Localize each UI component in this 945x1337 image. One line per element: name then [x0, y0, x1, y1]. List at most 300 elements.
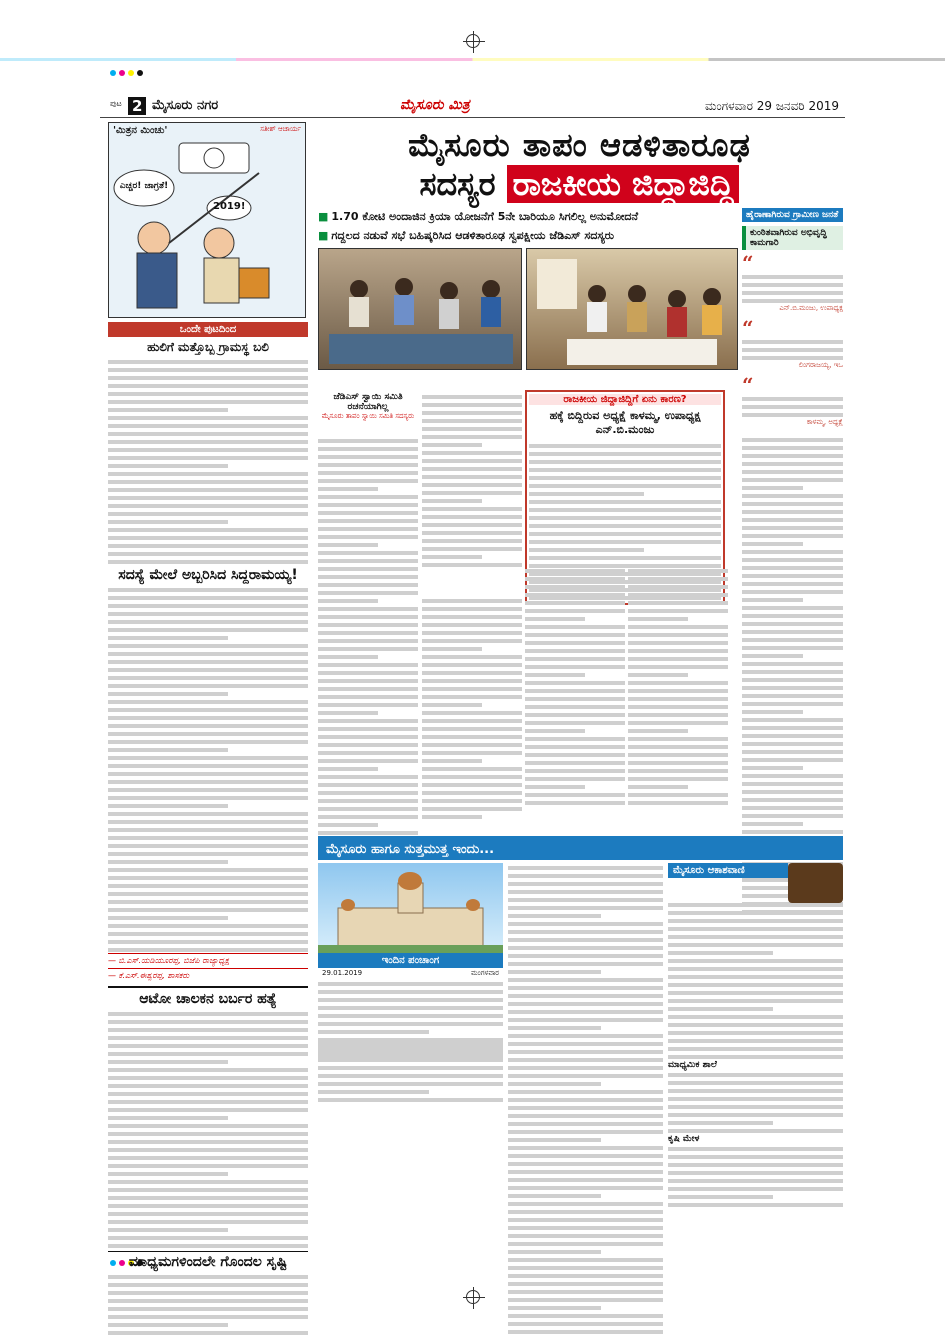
headline-line-2	[318, 164, 841, 204]
text-line	[508, 1119, 663, 1126]
text-line	[508, 1055, 663, 1062]
text-line	[742, 410, 843, 417]
side-quote-1	[742, 272, 843, 313]
side-quote-3	[742, 394, 843, 427]
text-line	[525, 566, 625, 573]
text-line	[422, 644, 482, 651]
text-line	[108, 1209, 308, 1216]
text-line	[508, 1295, 663, 1302]
text-line	[108, 1137, 308, 1144]
text-line	[508, 1183, 663, 1190]
text-line	[108, 1033, 308, 1040]
text-line	[525, 742, 625, 749]
text-line	[742, 779, 843, 786]
text-line	[108, 865, 308, 872]
text-line	[742, 579, 843, 586]
text-line	[318, 1079, 503, 1086]
text-line	[508, 1255, 663, 1262]
text-line	[508, 927, 663, 934]
text-line	[422, 740, 522, 747]
text-line	[108, 1225, 228, 1232]
meeting-photo-right	[526, 248, 738, 370]
registration-mark-top-left	[466, 34, 480, 48]
text-line	[668, 916, 843, 923]
text-line	[508, 1111, 663, 1118]
text-line	[108, 777, 308, 784]
text-line	[668, 1126, 843, 1133]
text-line	[508, 1039, 663, 1046]
text-line	[422, 700, 482, 707]
text-line	[318, 812, 418, 819]
text-line	[108, 365, 308, 372]
text-line	[422, 796, 522, 803]
text-line	[422, 660, 522, 667]
text-line	[108, 689, 228, 696]
text-line	[508, 1031, 663, 1038]
quote-yeddyurappa-who: ಬಿ.ಎಸ್.ಯಡಿಯೂರಪ್ಪ, ಬಿಜೆಪಿ ರಾಜ್ಯಾಧ್ಯಕ್ಷ	[118, 956, 230, 965]
text-line	[318, 652, 378, 659]
page-header	[100, 96, 845, 118]
text-line	[628, 598, 728, 605]
text-line	[628, 638, 728, 645]
text-line	[628, 630, 728, 637]
text-line	[742, 523, 843, 530]
text-line	[108, 461, 228, 468]
text-line	[628, 670, 688, 677]
text-line	[508, 1127, 663, 1134]
text-line	[525, 662, 625, 669]
text-line	[525, 686, 625, 693]
text-line	[108, 761, 308, 768]
text-line	[108, 601, 308, 608]
text-line	[108, 1105, 308, 1112]
text-line	[422, 628, 522, 635]
text-line	[422, 472, 522, 479]
text-line	[318, 660, 418, 667]
left-column	[108, 322, 308, 1337]
text-line	[508, 1223, 663, 1230]
text-line	[529, 521, 721, 528]
newspaper-page	[100, 96, 845, 1270]
text-line	[422, 764, 522, 771]
text-line	[108, 1121, 308, 1128]
text-line	[508, 1007, 663, 1014]
text-line	[318, 436, 418, 443]
text-line	[508, 1239, 663, 1246]
text-line	[529, 441, 721, 448]
text-line	[508, 991, 663, 998]
text-line	[508, 1279, 663, 1286]
text-line	[422, 560, 522, 567]
text-line	[668, 940, 843, 947]
text-line	[422, 812, 482, 819]
story-media-body	[108, 1272, 308, 1337]
text-line	[108, 721, 308, 728]
text-line	[422, 692, 522, 699]
text-line	[668, 932, 843, 939]
text-line	[318, 1087, 429, 1094]
text-line	[422, 456, 522, 463]
text-line	[668, 988, 843, 995]
text-line	[108, 413, 308, 420]
text-line	[318, 987, 503, 994]
text-line	[529, 513, 721, 520]
text-line	[108, 817, 308, 824]
text-line	[742, 507, 843, 514]
radio-icon	[788, 863, 843, 903]
text-line	[318, 692, 418, 699]
text-line	[108, 1073, 308, 1080]
text-line	[508, 967, 601, 974]
text-line	[742, 811, 843, 818]
text-line	[742, 667, 843, 674]
text-line	[108, 1057, 228, 1064]
text-line	[668, 1110, 843, 1117]
text-line	[508, 999, 663, 1006]
text-line	[108, 585, 308, 592]
text-line	[318, 596, 378, 603]
palace-drawing	[318, 863, 503, 953]
text-line	[318, 716, 418, 723]
text-line	[318, 1055, 503, 1062]
text-line	[742, 539, 803, 546]
boxed-story-title: ರಾಜಕೀಯ ಜಿದ್ದಾಜಿದ್ದಿಗೆ ಏನು ಕಾರಣ?	[529, 394, 721, 405]
side-quote-2	[742, 337, 843, 370]
text-line	[422, 448, 522, 455]
main-headline	[318, 126, 841, 206]
text-line	[742, 683, 843, 690]
text-line	[508, 1311, 663, 1318]
text-line	[108, 633, 228, 640]
text-line	[742, 435, 843, 442]
text-line	[108, 745, 228, 752]
side-box-development: ಕುಂಠಿತವಾಗಿರುವ ಅಭಿವೃದ್ಧಿ ಕಾಮಗಾರಿ	[742, 226, 843, 250]
text-line	[108, 549, 308, 556]
text-line	[742, 595, 803, 602]
text-line	[628, 742, 728, 749]
text-line	[108, 1280, 308, 1287]
text-line	[318, 508, 418, 515]
events-col-1	[318, 1039, 503, 1103]
text-line	[318, 1095, 503, 1102]
text-line	[628, 750, 728, 757]
text-line	[742, 675, 843, 682]
text-line	[628, 646, 728, 653]
text-line	[108, 673, 308, 680]
text-line	[108, 729, 308, 736]
text-line	[108, 357, 308, 364]
sub-heading-krishi: ಕೃಷಿ ಮೇಳ	[668, 1134, 700, 1144]
text-line	[108, 437, 308, 444]
text-line	[108, 1129, 308, 1136]
text-line	[742, 555, 843, 562]
text-line	[668, 908, 843, 915]
text-line	[108, 1185, 308, 1192]
text-line	[508, 1271, 663, 1278]
text-line	[529, 505, 721, 512]
headline-line-1: ಮೈಸೂರು ತಾಪಂ ಆಡಳಿತಾರೂಢ	[408, 126, 751, 164]
text-line	[668, 956, 843, 963]
text-line	[108, 469, 308, 476]
text-line	[108, 897, 308, 904]
story-siddaramaiah-heading: ಸದಸ್ಯೆ ಮೇಲೆ ಅಬ್ಬರಿಸಿದ ಸಿದ್ದರಾಮಯ್ಯ!	[118, 567, 298, 583]
text-line	[422, 748, 522, 755]
text-line	[422, 732, 522, 739]
text-line	[525, 654, 625, 661]
subheadline-1: ■ 1.70 ಕೋಟಿ ಅಂದಾಜಿನ ಕ್ರಿಯಾ ಯೋಜನೆಗೆ 5ನೇ ಬಾರಿಯೂ ಸಿಗಲಿಲ್ಲ ಅನುಮೋದನೆ	[318, 210, 639, 223]
text-line	[525, 734, 625, 741]
text-line	[742, 475, 843, 482]
text-line	[422, 788, 522, 795]
city-events-box	[318, 836, 843, 1144]
text-line	[529, 553, 721, 560]
text-line	[318, 676, 418, 683]
text-line	[108, 533, 308, 540]
quote-mark-icon: “	[742, 316, 754, 340]
text-line	[318, 764, 378, 771]
text-line	[508, 951, 663, 958]
text-line	[742, 659, 843, 666]
text-line	[508, 1087, 663, 1094]
text-line	[108, 1097, 308, 1104]
text-line	[742, 587, 843, 594]
text-line	[508, 1047, 663, 1054]
text-line	[525, 702, 625, 709]
text-line	[628, 774, 728, 781]
text-line	[318, 556, 418, 563]
text-line	[318, 532, 418, 539]
text-line	[318, 460, 418, 467]
text-line	[108, 1145, 308, 1152]
text-line	[508, 879, 663, 886]
text-line	[508, 1327, 663, 1334]
text-line	[422, 552, 482, 559]
quote-eshwarappa-who: ಕೆ.ಎಸ್.ಈಶ್ವರಪ್ಪ, ಶಾಸಕರು	[118, 971, 190, 980]
cmyk-dots-top	[110, 70, 143, 76]
text-line	[108, 753, 308, 760]
text-line	[108, 1009, 308, 1016]
main-story-col-3	[525, 566, 625, 806]
kicker-label: ಒಂದೇ ಪುಟದಿಂದ	[108, 322, 308, 337]
text-line	[742, 353, 843, 360]
text-line	[525, 670, 585, 677]
text-line	[422, 464, 522, 471]
text-line	[108, 1193, 308, 1200]
text-line	[742, 651, 803, 658]
text-line	[742, 515, 843, 522]
text-line	[318, 1027, 429, 1034]
text-line	[108, 769, 308, 776]
text-line	[318, 564, 418, 571]
text-line	[108, 841, 308, 848]
text-line	[108, 453, 308, 460]
text-line	[108, 1161, 308, 1168]
text-line	[668, 1036, 843, 1043]
text-line	[318, 748, 418, 755]
text-line	[529, 497, 721, 504]
main-story-col-4	[628, 566, 728, 806]
text-line	[318, 580, 418, 587]
side-panel	[742, 208, 843, 915]
text-line	[742, 451, 843, 458]
text-line	[108, 657, 308, 664]
text-line	[422, 496, 482, 503]
text-line	[508, 903, 663, 910]
text-line	[742, 755, 843, 762]
text-line	[525, 782, 585, 789]
text-line	[668, 924, 843, 931]
text-line	[422, 504, 522, 511]
story-auto-driver-body	[108, 1009, 308, 1248]
text-line	[508, 959, 663, 966]
meeting-photo-left	[318, 248, 522, 370]
text-line	[529, 529, 721, 536]
text-line	[108, 1177, 308, 1184]
text-line	[108, 825, 308, 832]
text-line	[668, 1144, 843, 1151]
text-line	[108, 793, 308, 800]
panchanga-date: 29.01.2019	[322, 969, 363, 977]
mini-story	[318, 392, 418, 421]
text-line	[742, 611, 843, 618]
text-line	[318, 620, 418, 627]
text-line	[508, 1247, 601, 1254]
text-line	[529, 489, 644, 496]
sub-heading-school: ಮಾಧ್ಯಮಿಕ ಶಾಲೆ	[668, 1060, 717, 1070]
text-line	[318, 796, 418, 803]
text-line	[742, 739, 843, 746]
panchanga-date-row	[318, 968, 503, 979]
text-line	[508, 1263, 663, 1270]
text-line	[628, 590, 728, 597]
text-line	[108, 1272, 308, 1279]
text-line	[108, 625, 308, 632]
text-line	[108, 801, 228, 808]
text-line	[668, 1012, 843, 1019]
subheadline-2-text: ಗದ್ದಲದ ನಡುವೆ ಸಭೆ ಬಹಿಷ್ಕರಿಸಿದ ಆಡಳಿತಾರೂಢ ಸ್ವಪಕ್ಷೀಯ ಜೆಡಿಎಸ್ ಸದಸ್ಯರು	[331, 229, 615, 242]
text-line	[668, 1028, 843, 1035]
text-line	[318, 804, 418, 811]
headline-line-2-red: ರಾಜಕೀಯ ಜಿದ್ದಾಜಿದ್ದಿ	[507, 165, 740, 203]
main-story-col-2	[422, 392, 522, 568]
text-line	[508, 895, 663, 902]
text-line	[422, 724, 522, 731]
text-line	[422, 424, 522, 431]
cartoon-drawing	[109, 123, 306, 318]
text-line	[742, 499, 843, 506]
radio-schedule	[668, 900, 843, 1059]
text-line	[508, 1015, 663, 1022]
panchanga-heading: ಇಂದಿನ ಪಂಚಾಂಗ	[318, 953, 503, 968]
text-line	[628, 566, 728, 573]
text-line	[422, 596, 522, 603]
text-line	[668, 1094, 843, 1101]
text-line	[318, 1039, 503, 1046]
text-line	[628, 606, 728, 613]
subheadline-2: ■ ಗದ್ದಲದ ನಡುವೆ ಸಭೆ ಬಹಿಷ್ಕರಿಸಿದ ಆಡಳಿತಾರೂಢ ಸ್ವಪಕ್ಷೀಯ ಜೆಡಿಎಸ್ ಸದಸ್ಯರು	[318, 229, 615, 242]
text-line	[108, 617, 308, 624]
text-line	[108, 905, 308, 912]
text-line	[318, 684, 418, 691]
text-line	[742, 619, 843, 626]
text-line	[508, 1071, 663, 1078]
text-line	[529, 449, 721, 456]
text-line	[508, 1079, 601, 1086]
text-line	[525, 758, 625, 765]
text-line	[108, 713, 308, 720]
text-line	[422, 408, 522, 415]
text-line	[318, 780, 418, 787]
quote-mark-icon: “	[742, 373, 754, 397]
text-line	[742, 547, 843, 554]
text-line	[508, 935, 663, 942]
text-line	[108, 785, 308, 792]
text-line	[742, 723, 843, 730]
text-line	[108, 593, 308, 600]
text-line	[108, 405, 228, 412]
text-line	[668, 1168, 843, 1175]
text-line	[422, 440, 482, 447]
text-line	[422, 668, 522, 675]
story-siddaramaiah-body	[108, 585, 308, 952]
text-line	[525, 710, 625, 717]
text-line	[108, 509, 308, 516]
text-line	[742, 443, 843, 450]
text-line	[108, 1113, 228, 1120]
text-line	[108, 921, 308, 928]
city-events-title: ಮೈಸೂರು ಹಾಗೂ ಸುತ್ತಮುತ್ತ ಇಂದು...	[318, 839, 843, 860]
text-line	[108, 1217, 308, 1224]
text-line	[318, 828, 418, 835]
text-line	[422, 612, 522, 619]
text-line	[108, 913, 228, 920]
page-number: 2	[128, 97, 146, 115]
text-line	[668, 1052, 843, 1059]
text-line	[108, 525, 308, 532]
text-line	[742, 795, 843, 802]
text-line	[525, 630, 625, 637]
meeting-photo-left-people	[319, 249, 522, 370]
text-line	[318, 788, 418, 795]
text-line	[742, 272, 843, 279]
cartoon-title: 'ಮಿತ್ರನ ಮಿಂಚು'	[113, 125, 168, 136]
text-line	[525, 694, 625, 701]
text-line	[508, 1215, 663, 1222]
text-line	[318, 820, 378, 827]
krishi-body	[668, 1144, 843, 1207]
text-line	[422, 432, 522, 439]
text-line	[529, 465, 721, 472]
text-line	[525, 646, 625, 653]
text-line	[742, 715, 843, 722]
text-line	[628, 726, 688, 733]
issue-date: ಮಂಗಳವಾರ 29 ಜನವರಿ 2019	[704, 99, 839, 113]
text-line	[318, 452, 418, 459]
text-line	[525, 790, 625, 797]
text-line	[108, 501, 308, 508]
text-line	[742, 771, 843, 778]
text-line	[742, 707, 803, 714]
text-line	[318, 1047, 503, 1054]
text-line	[108, 649, 308, 656]
text-line	[508, 1287, 663, 1294]
text-line	[668, 1160, 843, 1167]
text-line	[742, 803, 843, 810]
text-line	[108, 1312, 308, 1319]
text-line	[108, 1169, 228, 1176]
text-line	[422, 716, 522, 723]
subheadlines	[318, 210, 736, 248]
